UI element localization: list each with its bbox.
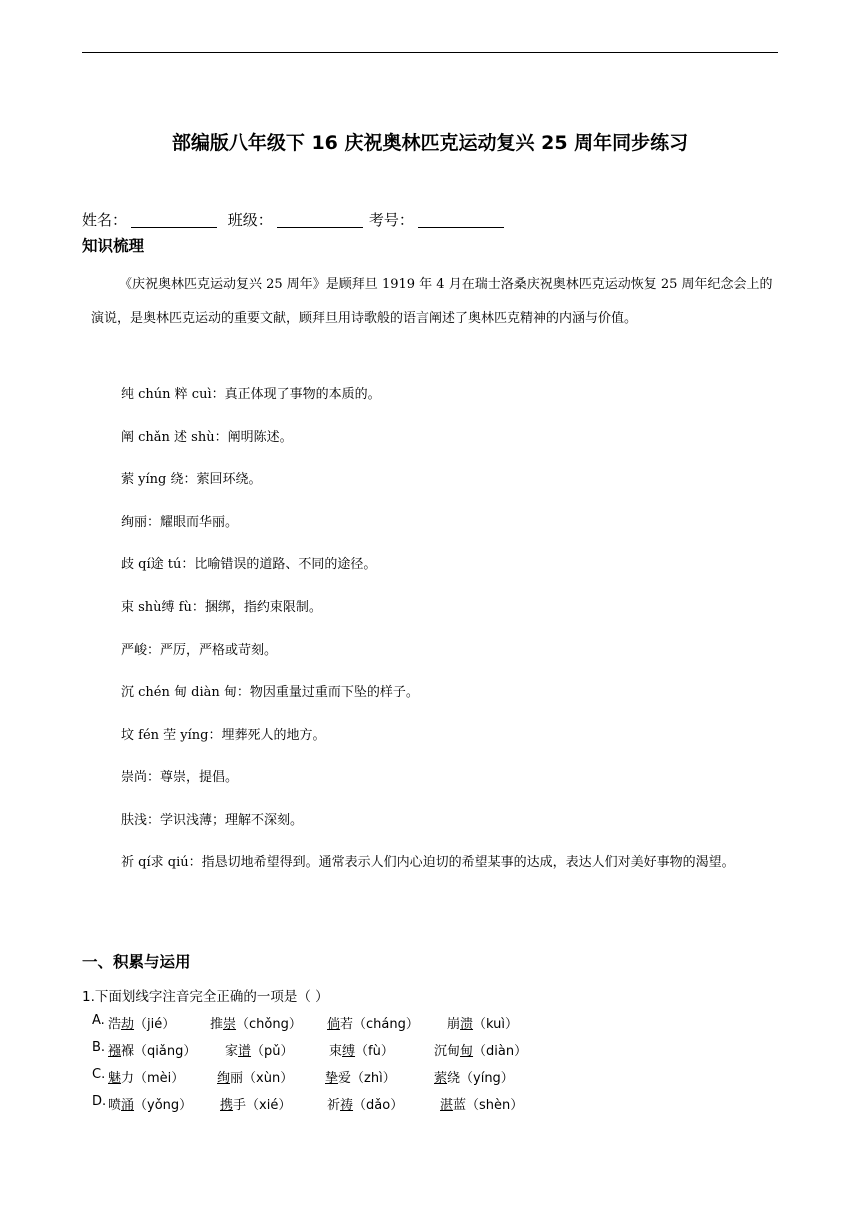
word-pinyin: （chǒng） [236,1017,302,1032]
word-pinyin: 褓（qiǎng） [121,1044,197,1059]
underlined-char: 崇 [223,1017,237,1032]
vocab-item: 萦 yíng 绕：萦回环绕。 [121,472,262,488]
option-word [108,1040,196,1059]
option-word [447,1013,518,1032]
vocab-item: 绚丽：耀眼而华丽。 [121,514,239,530]
word-prefix: 浩 [108,1017,122,1032]
underlined-char: 溃 [460,1017,474,1032]
option-letter: D. [92,1094,107,1109]
underlined-char: 劫 [121,1017,135,1032]
underlined-char: 谱 [238,1044,252,1059]
knowledge-heading: 知识梳理 [82,237,145,255]
vocab-item: 阐 chǎn 述 shù：阐明陈述。 [121,429,293,445]
underlined-char: 缚 [342,1044,356,1059]
option-word [108,1013,175,1032]
document-title: 部编版八年级下 16 庆祝奥林匹克运动复兴 25 周年同步练习 [171,132,689,154]
word-pinyin: 若（cháng） [340,1017,419,1032]
word-pinyin: （dǎo） [353,1098,404,1113]
vocab-item: 纯 chún 粹 cuì：真正体现了事物的本质的。 [121,387,381,402]
option-word [108,1067,184,1086]
underlined-char: 萦 [434,1071,448,1086]
word-pinyin: 爱（zhì） [338,1071,396,1086]
underlined-char: 倘 [327,1017,341,1032]
word-pinyin: 力（mèi） [121,1071,185,1086]
vocab-item: 歧 qí途 tú：比喻错误的道路、不同的途径。 [121,557,377,573]
word-pinyin: 绕（yíng） [447,1071,514,1086]
option-word [217,1067,293,1086]
word-pinyin: 丽（xùn） [230,1071,294,1086]
word-prefix: 祈 [327,1098,341,1113]
vocab-item: 肤浅：学识浅薄；理解不深刻。 [121,813,304,828]
class-label: 班级： [227,211,273,229]
student-info-line [82,209,510,230]
option-word [108,1094,192,1113]
question-stem: 1.下面划线字注音完全正确的一项是（ ） [82,989,329,1005]
option-letter: B. [92,1040,106,1055]
word-pinyin: （jié） [134,1017,176,1032]
word-prefix: 家 [225,1044,239,1059]
underlined-char: 绚 [217,1071,231,1086]
vocab-item: 祈 qí求 qiú：指恳切地希望得到。通常表示人们内心迫切的希望某事的达成，表达人们对美好事物的渴望。 [121,855,735,870]
vocab-item: 沉 chén 甸 diàn 甸：物因重量过重而下坠的样子。 [121,685,419,701]
section-heading: 一、积累与运用 [82,953,191,971]
option-word [325,1067,396,1086]
option-word [329,1040,394,1059]
option-word [327,1013,419,1032]
word-pinyin: （yǒng） [134,1098,193,1113]
class-blank[interactable] [277,212,363,228]
underlined-char: 襁 [108,1044,122,1059]
option-word [327,1094,403,1113]
word-prefix: 沉甸 [434,1044,461,1059]
option-letter: A. [92,1013,105,1028]
word-pinyin: 蓝（shèn） [453,1098,524,1113]
exam-label: 考号： [368,211,414,229]
option-word [434,1040,527,1059]
word-pinyin: （diàn） [473,1044,528,1059]
word-prefix: 喷 [108,1098,122,1113]
word-pinyin: （kuì） [473,1017,519,1032]
option-word [225,1040,294,1059]
exam-blank[interactable] [418,212,504,228]
underlined-char: 魅 [108,1071,122,1086]
underlined-char: 祷 [340,1098,354,1113]
underlined-char: 挚 [325,1071,339,1086]
option-word [220,1094,291,1113]
option-word [210,1013,302,1032]
underlined-char: 湛 [440,1098,454,1113]
word-prefix: 崩 [447,1017,461,1032]
underlined-char: 甸 [460,1044,474,1059]
option-letter: C. [92,1067,106,1082]
vocab-item: 严峻：严厉，严格或苛刻。 [121,642,278,658]
vocab-item: 崇尚：尊崇，提倡。 [121,770,239,786]
name-blank[interactable] [131,212,217,228]
option-word [440,1094,523,1113]
top-rule [82,52,778,53]
underlined-char: 携 [220,1098,234,1113]
underlined-char: 涌 [121,1098,135,1113]
vocab-item: 坟 fén 茔 yíng：埋葬死人的地方。 [121,727,326,743]
word-pinyin: （fù） [355,1044,394,1059]
word-prefix: 推 [210,1017,224,1032]
name-label: 姓名： [82,211,128,229]
word-pinyin: 手（xié） [233,1098,292,1113]
vocab-item: 束 shù缚 fù：捆绑，指约束限制。 [121,600,322,615]
intro-paragraph: 《庆祝奥林匹克运动复兴 25 周年》是顾拜旦 1919 年 4 月在瑞士洛桑庆祝奥林匹克运动恢复 25 周年纪念会上的演说，是奥林匹克运动的重要文献，顾拜旦用诗歌般的语言阐述了奥林匹克精神的内涵与价值。 [91,277,773,326]
word-prefix: 束 [329,1044,343,1059]
option-word [434,1067,514,1086]
word-pinyin: （pǔ） [251,1044,294,1059]
